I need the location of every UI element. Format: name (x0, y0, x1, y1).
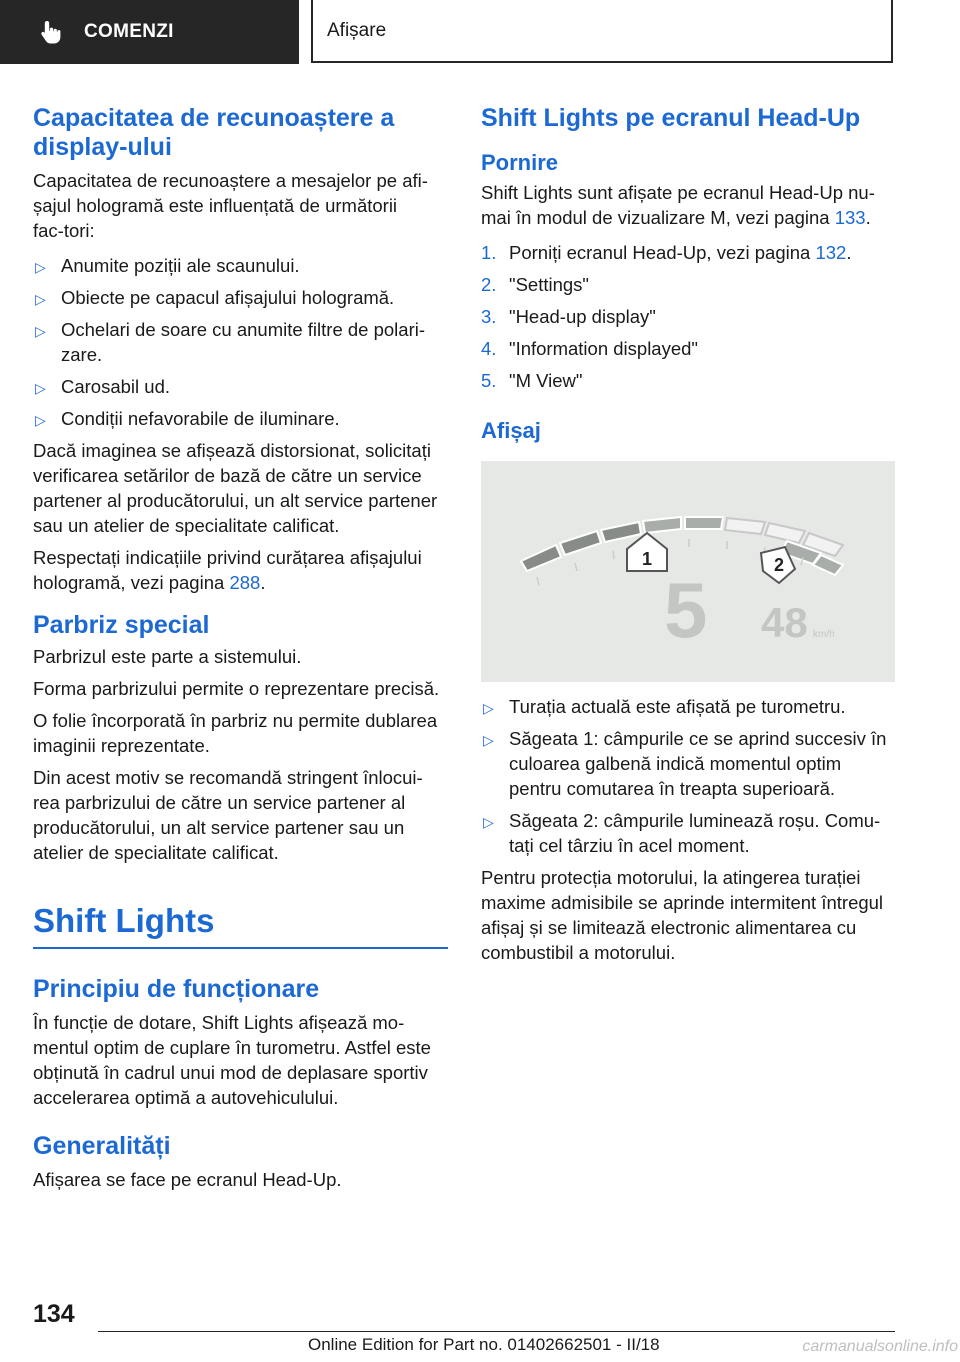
page-link-133[interactable]: 133 (834, 207, 866, 228)
page-number: 134 (33, 1300, 75, 1328)
speed-readout: 48 (761, 599, 808, 646)
shift-lights-illustration (481, 461, 895, 682)
para-general: Afișarea se face pe ecranul Head-Up. (33, 1169, 342, 1190)
para-engine-protection: Pentru protecția motorului, la atingerea turației maxime admisibile se aprinde intermitent întregul afișaj și se limitează electronic alimentarea cu combustibil a motorului. (481, 867, 884, 963)
heading-hud: Shift Lights pe ecranul Head-Up (481, 104, 861, 132)
heading-general: Generalități (33, 1132, 171, 1160)
section-title: Afișare (327, 19, 387, 41)
list-item: ▷ Săgeata 1: câmpurile ce se aprind succesiv în culoarea galbenă indică momentul optim pentru comutarea în treapta superioară. (483, 728, 887, 799)
para-principle: În funcție de dotare, Shift Lights afișează mo-mentul optim de cuplare în turometru. Astfel este obținută în cadrul unui mod de deplasare sportiv accelerarea optimă a autovehiculului. (33, 1012, 431, 1108)
shift-lights-figure (481, 461, 895, 682)
page-link-132[interactable]: 132 (815, 242, 847, 263)
factors-list (33, 253, 448, 431)
step-item: 1. Porniți ecranul Head-Up, vezi pagina 132. (481, 242, 852, 263)
triangle-bullet-icon: ▷ (483, 700, 494, 716)
heading-principle: Principiu de funcționare (33, 975, 320, 1003)
para-distorted: Dacă imaginea se afișează distorsionat, solicitați verificarea setărilor de bază de către un service partener al producătorului, un alt service partener sau un atelier de specialitate calificat. (33, 440, 438, 536)
heading-recognition: Capacitatea de recunoaștere a display-ului (33, 104, 395, 161)
para-windshield-2: Forma parbrizului permite o reprezentare precisă. (33, 678, 440, 699)
page-link-288[interactable]: 288 (229, 572, 261, 593)
speed-unit: km/h (813, 629, 835, 640)
arrow-2-label: 2 (773, 555, 785, 575)
para-cleaning: Respectați indicațiile privind curățarea afișajului hologramă, vezi pagina 288. (33, 547, 422, 593)
step-item: 4. "Information displayed" (481, 338, 698, 359)
triangle-bullet-icon: ▷ (35, 412, 46, 428)
arrow-1-marker (627, 533, 667, 571)
triangle-bullet-icon: ▷ (35, 259, 46, 275)
list-item: ▷ Turația actuală este afișată pe turometru. (481, 694, 895, 719)
step-item: 3. "Head-up display" (481, 306, 656, 327)
triangle-bullet-icon: ▷ (35, 323, 46, 339)
heading-display: Afișaj (481, 418, 541, 443)
step-item: 2. "Settings" (481, 274, 589, 295)
heading-windshield: Parbriz special (33, 611, 210, 639)
chapter-tab-label: COMENZI (84, 21, 174, 42)
edition-note: Online Edition for Part no. 01402662501 - II/18 (308, 1335, 660, 1354)
heading-start: Pornire (481, 150, 559, 175)
chapter-tab (0, 0, 299, 64)
triangle-bullet-icon: ▷ (483, 814, 494, 830)
triangle-bullet-icon: ▷ (35, 380, 46, 396)
list-item: ▷ Condiții nefavorabile de iluminare. (33, 406, 448, 431)
right-column (481, 100, 895, 965)
para-start: Shift Lights sunt afișate pe ecranul Head-Up nu-mai în modul de vizualizare M, vezi pagina 133. (481, 182, 875, 228)
heading-shift-lights: Shift Lights (33, 902, 215, 939)
watermark: carmanualsonline.info (802, 1338, 958, 1355)
para-recognition: Capacitatea de recunoaștere a mesajelor pe afi-șajul hologramă este influențată de următorii fac-tori: (33, 170, 428, 241)
step-item: 5. "M View" (481, 370, 583, 391)
section-header (311, 0, 893, 63)
triangle-bullet-icon: ▷ (483, 732, 494, 748)
steps-list (481, 240, 895, 393)
list-item: ▷ Săgeata 2: câmpurile luminează roșu. Comu-tați cel târziu în acel moment. (483, 810, 881, 856)
arrow-1-label: 1 (641, 549, 653, 569)
list-item: ▷ Carosabil ud. (33, 374, 448, 399)
list-item: ▷ Ochelari de soare cu anumite filtre de polari-zare. (35, 319, 426, 365)
para-windshield-4: Din acest motiv se recomandă stringent înlocui-rea parbrizului de către un service partener al producătorului, un alt service partener sau un atelier de specialitate calificat. (33, 767, 423, 863)
list-item: ▷ Anumite poziții ale scaunului. (33, 253, 448, 278)
left-column (33, 100, 448, 1192)
para-windshield-3: O folie încorporată în parbriz nu permite dublarea imaginii reprezentate. (33, 710, 438, 756)
gear-indicator: 5 (664, 566, 708, 654)
triangle-bullet-icon: ▷ (35, 291, 46, 307)
heading-rule (33, 947, 448, 949)
pointing-hand-icon (38, 19, 64, 45)
list-item: ▷ Obiecte pe capacul afișajului hologramă. (33, 285, 448, 310)
para-windshield-1: Parbrizul este parte a sistemului. (33, 646, 302, 667)
footer-rule (98, 1331, 895, 1332)
display-notes-list (481, 694, 895, 858)
